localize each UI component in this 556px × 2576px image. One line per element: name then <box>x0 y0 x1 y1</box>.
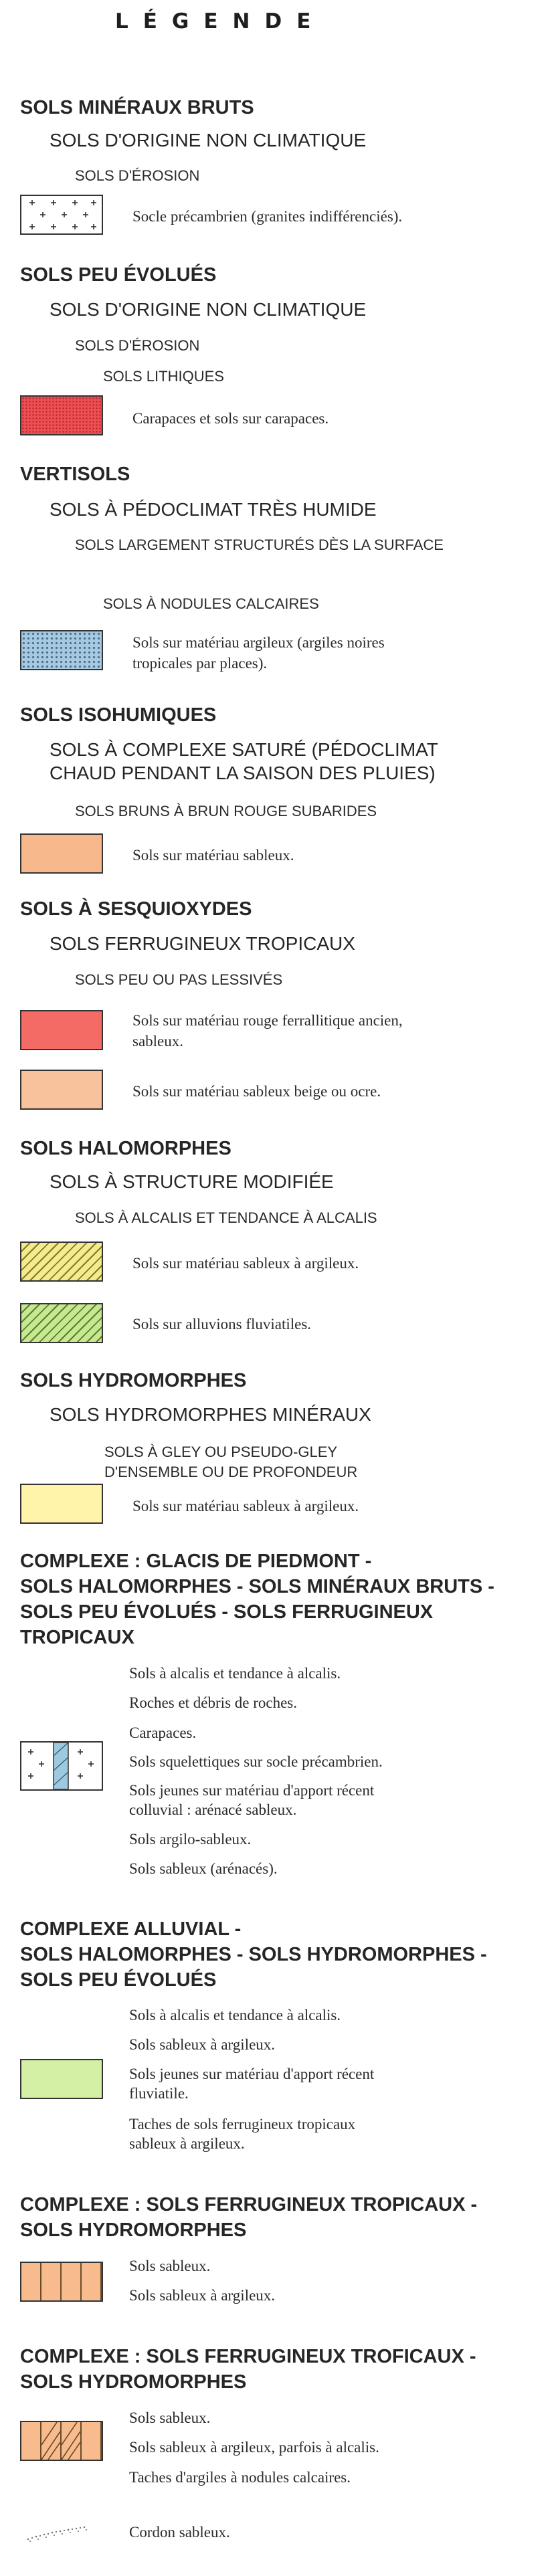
blue-dotted-swatch <box>20 630 103 670</box>
legend-item-text: Sols sur matériau sableux à argileux. <box>132 1255 359 1272</box>
class-heading: SOLS ISOHUMIQUES <box>20 704 217 726</box>
complex-troficaux-swatch <box>20 2421 103 2461</box>
subgroup-heading: SOLS À NODULES CALCAIRES <box>103 595 319 612</box>
complex-item: Sols sableux à argileux. <box>129 2036 276 2053</box>
red-swatch <box>20 1010 103 1050</box>
complex-heading-line2: SOLS HYDROMORPHES <box>20 2371 247 2393</box>
green-hatched-swatch <box>20 1303 103 1343</box>
class-heading: SOLS PEU ÉVOLUÉS <box>20 264 217 286</box>
peach-swatch <box>20 833 103 874</box>
subgroup-heading: SOLS LITHIQUES <box>103 368 224 385</box>
group-heading: SOLS À ALCALIS ET TENDANCE À ALCALIS <box>75 1209 377 1226</box>
complex-heading-line3: SOLS PEU ÉVOLUÉS <box>20 1969 217 1991</box>
complex-item: Sols à alcalis et tendance à alcalis. <box>129 2007 341 2023</box>
granite-cross-icon <box>21 196 102 233</box>
complex-item: Taches d'argiles à nodules calcaires. <box>129 2469 351 2486</box>
legend-item-text: Socle précambrien (granites indifférenciés). <box>132 208 403 225</box>
group-heading: SOLS D'ÉROSION <box>75 337 200 354</box>
yellow-swatch <box>20 1484 103 1524</box>
complex-item: Carapaces. <box>129 1724 197 1741</box>
complex-glacis-swatch <box>20 1741 103 1791</box>
subclass-heading: SOLS FERRUGINEUX TROPICAUX <box>50 933 355 954</box>
complex-heading-line2: SOLS HALOMORPHES - SOLS MINÉRAUX BRUTS - <box>20 1576 494 1597</box>
class-heading: SOLS HALOMORPHES <box>20 1138 231 1159</box>
legend-item-text-line1: Sols sur matériau rouge ferrallitique ancien, <box>132 1012 403 1029</box>
yellow-hatched-swatch <box>20 1242 103 1282</box>
subclass-heading: SOLS HYDROMORPHES MINÉRAUX <box>50 1404 371 1425</box>
complex-item: Sols à alcalis et tendance à alcalis. <box>129 1665 341 1682</box>
group-heading: SOLS LARGEMENT STRUCTURÉS DÈS LA SURFACE <box>75 536 444 553</box>
legend-item-text-line2: tropicales par places). <box>132 655 268 672</box>
group-heading-line2: D'ENSEMBLE OU DE PROFONDEUR <box>104 1464 358 1480</box>
complex-item: colluvial : arénacé sableux. <box>129 1801 297 1818</box>
subclass-heading: SOLS D'ORIGINE NON CLIMATIQUE <box>50 299 367 320</box>
legend-item-text-line2: sableux. <box>132 1033 184 1050</box>
class-heading: SOLS MINÉRAUX BRUTS <box>20 97 254 118</box>
subclass-heading: SOLS À STRUCTURE MODIFIÉE <box>50 1171 334 1192</box>
hatched-stripe-icon <box>21 2422 102 2460</box>
subclass-heading-line2: CHAUD PENDANT LA SAISON DES PLUIES) <box>50 763 436 783</box>
red-dotted-swatch <box>20 395 103 435</box>
sand-ridge-swatch <box>23 2522 90 2545</box>
complex-heading-line2: SOLS HALOMORPHES - SOLS HYDROMORPHES - <box>20 1944 487 1965</box>
legend-item-text: Carapaces et sols sur carapaces. <box>132 410 329 427</box>
legend-item-text: Cordon sableux. <box>129 2524 230 2541</box>
subclass-heading: SOLS D'ORIGINE NON CLIMATIQUE <box>50 130 367 151</box>
complex-item: sableux à argileux. <box>129 2135 245 2152</box>
class-heading: SOLS À SESQUIOXYDES <box>20 898 252 920</box>
legend-item-text: Sols sur matériau sableux à argileux. <box>132 1498 359 1514</box>
legend-item-text-line1: Sols sur matériau argileux (argiles noires <box>132 634 385 651</box>
complex-heading-line2: SOLS HYDROMORPHES <box>20 2219 247 2241</box>
subclass-heading-line1: SOLS À COMPLEXE SATURÉ (PÉDOCLIMAT <box>50 739 438 760</box>
complex-item: Sols argilo-sableux. <box>129 1831 252 1848</box>
complex-item: Sols sableux. <box>129 2258 211 2274</box>
complex-heading-line1: COMPLEXE : SOLS FERRUGINEUX TROFICAUX - <box>20 2346 476 2367</box>
complex-item: Taches de sols ferrugineux tropicaux <box>129 2116 356 2133</box>
group-heading: SOLS D'ÉROSION <box>75 167 200 184</box>
complex-heading-line1: COMPLEXE : SOLS FERRUGINEUX TROPICAUX - <box>20 2194 478 2215</box>
complex-item: Sols jeunes sur matériau d'apport récent <box>129 1782 375 1799</box>
sand-ridge-stipple-icon <box>23 2522 90 2545</box>
granite-blue-stripe-icon <box>21 1743 102 1789</box>
complex-item: Sols sableux à argileux, parfois à alcalis. <box>129 2439 379 2456</box>
group-heading: SOLS BRUNS À BRUN ROUGE SUBARIDES <box>75 803 377 819</box>
complex-item: Sols sableux. <box>129 2409 211 2426</box>
legend-item-text: Sols sur alluvions fluviatiles. <box>132 1316 312 1332</box>
legend-title: LÉGENDE <box>115 9 326 33</box>
light-peach-swatch <box>20 1070 103 1110</box>
class-heading: VERTISOLS <box>20 464 130 485</box>
complex-ferrugineux-swatch <box>20 2262 103 2302</box>
legend-item-text: Sols sur matériau sableux. <box>132 847 294 864</box>
complex-item: Sols sableux à argileux. <box>129 2287 276 2304</box>
group-heading: SOLS PEU OU PAS LESSIVÉS <box>75 971 283 988</box>
subclass-heading: SOLS À PÉDOCLIMAT TRÈS HUMIDE <box>50 499 377 520</box>
group-heading-line1: SOLS À GLEY OU PSEUDO-GLEY <box>104 1444 338 1460</box>
complex-heading-line4: TROPICAUX <box>20 1627 134 1648</box>
complex-heading-line1: COMPLEXE : GLACIS DE PIEDMONT - <box>20 1551 372 1572</box>
legend-item-text: Sols sur matériau sableux beige ou ocre. <box>132 1083 381 1100</box>
complex-item: Sols jeunes sur matériau d'apport récent <box>129 2066 375 2082</box>
complex-item: Roches et débris de roches. <box>129 1694 298 1711</box>
complex-alluvial-swatch <box>20 2059 103 2099</box>
granite-swatch <box>20 195 103 235</box>
complex-item: Sols sableux (arénacés). <box>129 1860 278 1877</box>
complex-item: Sols squelettiques sur socle précambrien. <box>129 1753 383 1770</box>
class-heading: SOLS HYDROMORPHES <box>20 1370 247 1391</box>
complex-heading-line1: COMPLEXE ALLUVIAL - <box>20 1918 242 1940</box>
complex-heading-line3: SOLS PEU ÉVOLUÉS - SOLS FERRUGINEUX <box>20 1601 434 1623</box>
complex-item: fluviatile. <box>129 2085 189 2102</box>
